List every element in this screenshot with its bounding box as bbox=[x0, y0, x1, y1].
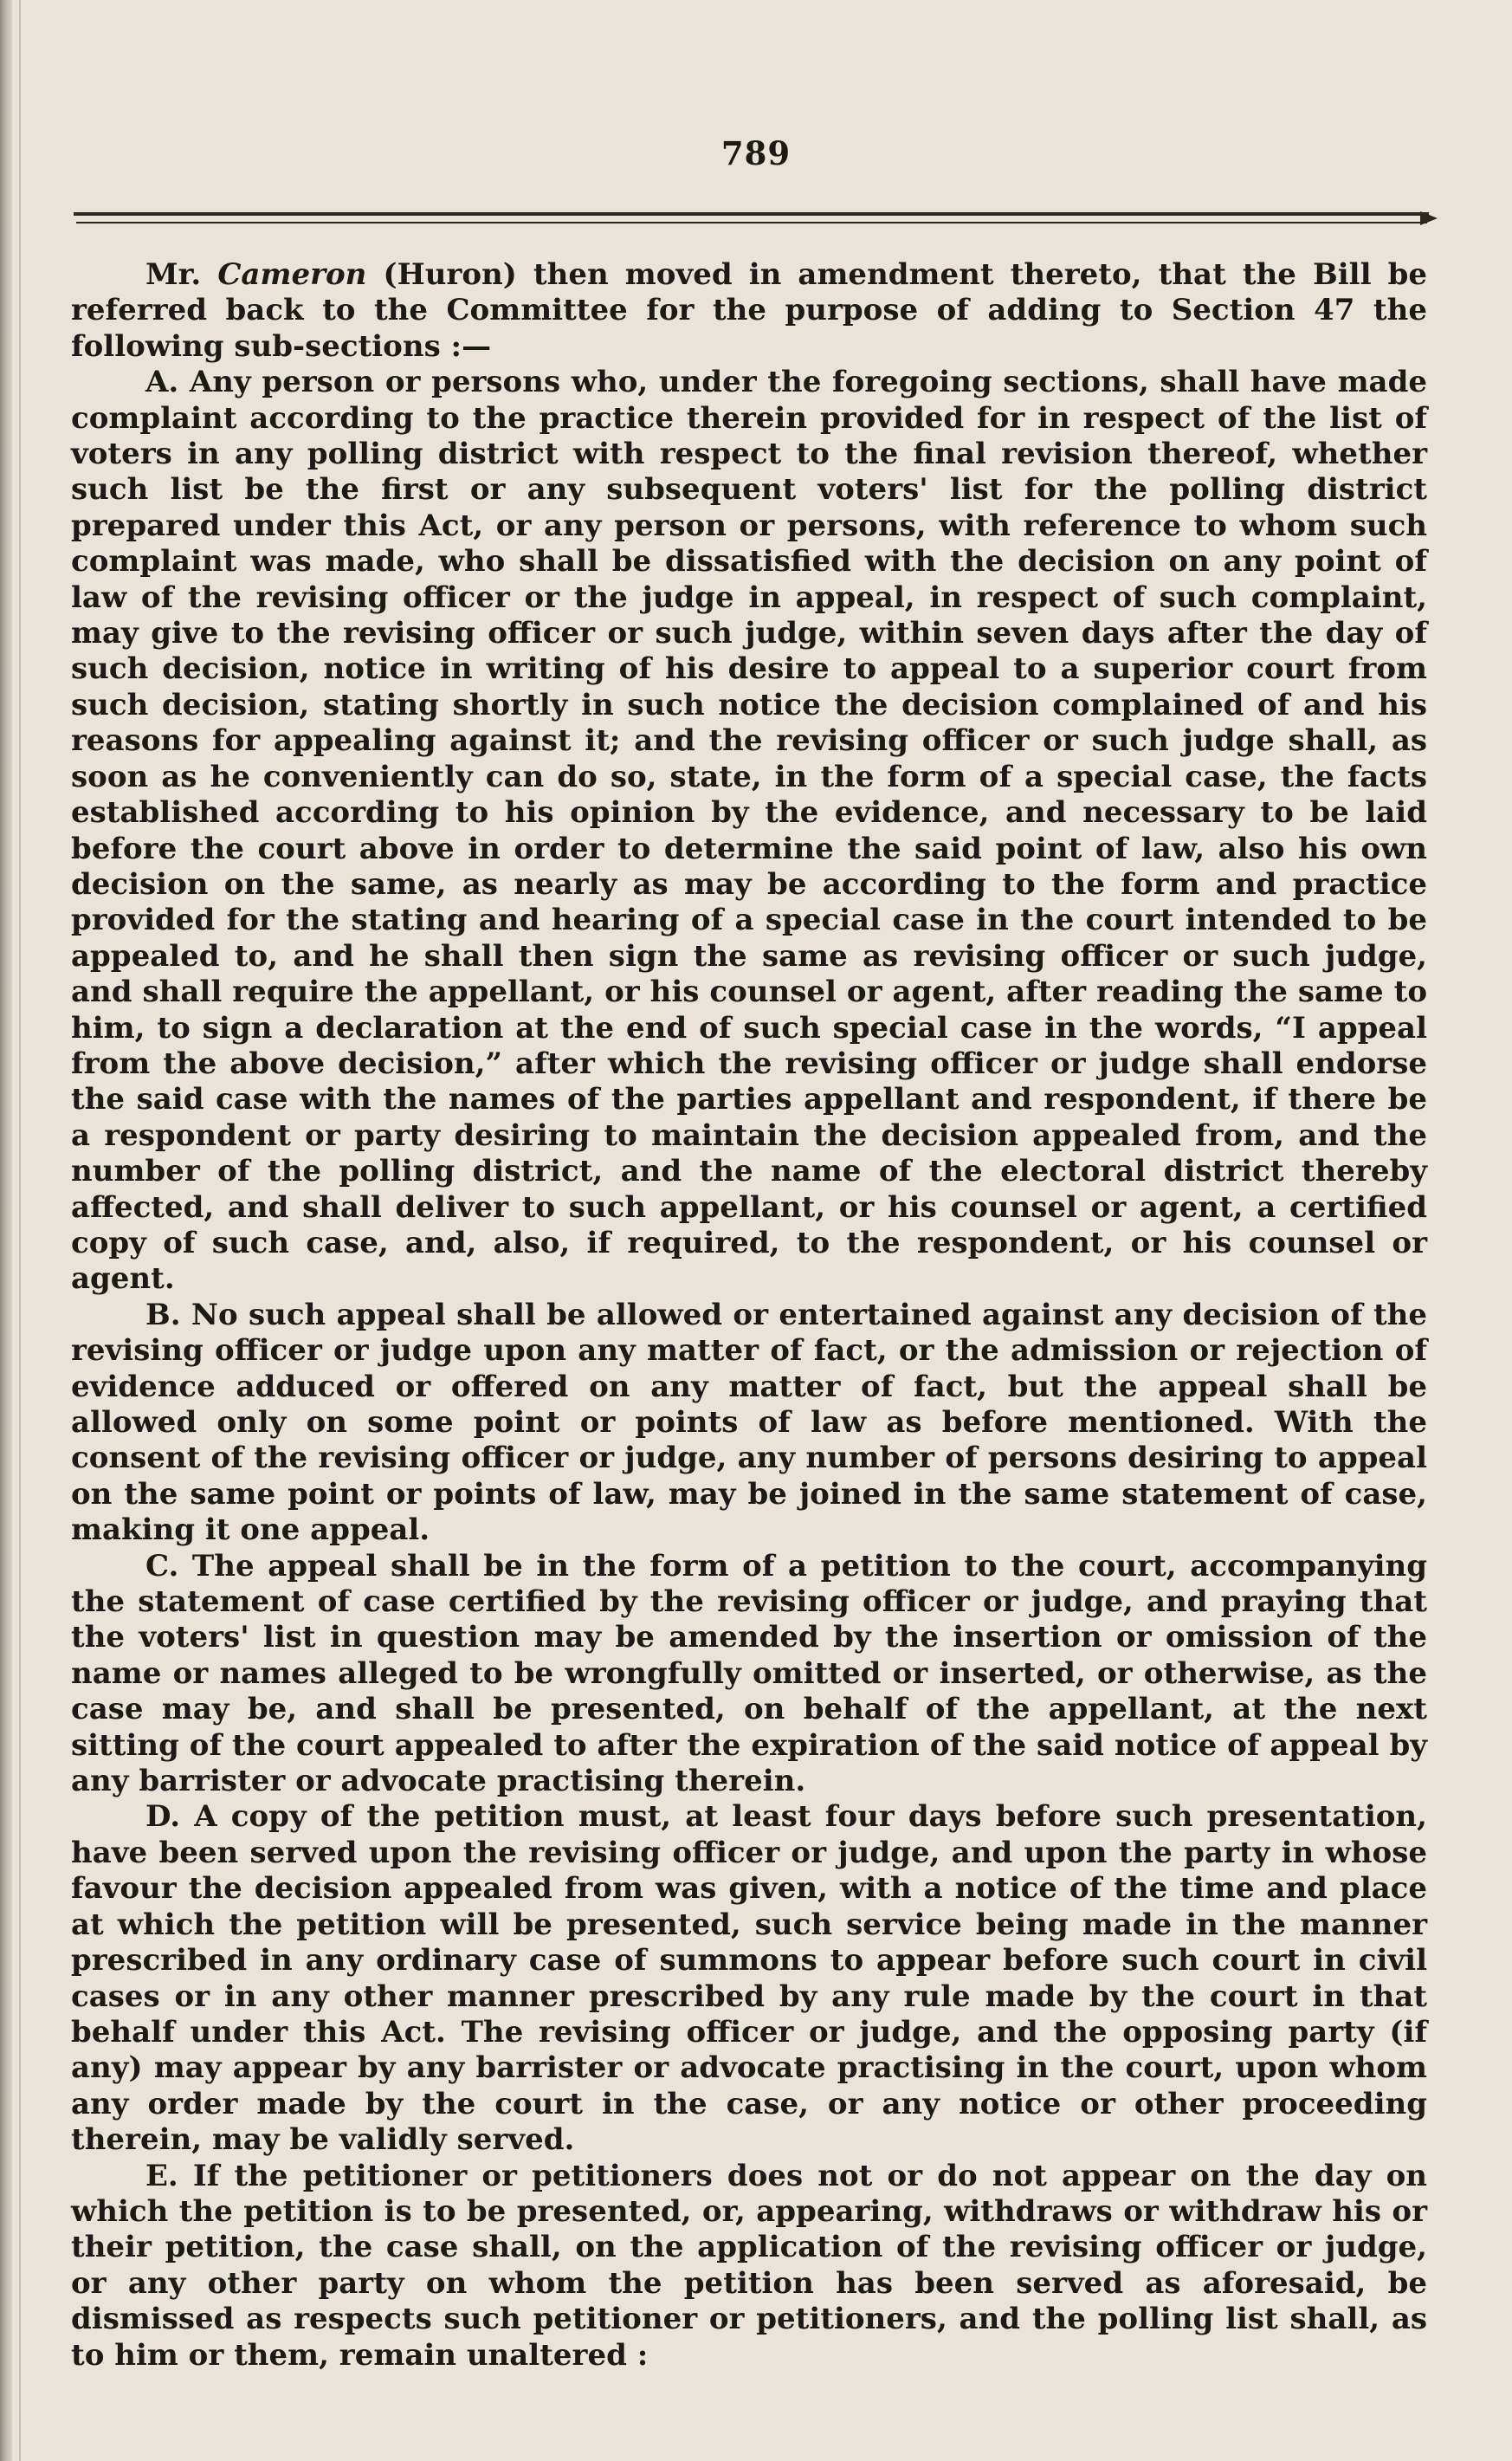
page-binding-edge bbox=[0, 0, 12, 2461]
member-name: Cameron bbox=[217, 257, 367, 292]
header-rule-thick bbox=[74, 212, 1429, 216]
section-e: E. If the petitioner or petitioners does not or do not appear on the day on which the petition is to be presented, or, appearing, withdraws or withdraw his or their petition, the case shall, on the application of the revising officer or judge, or any other party on whom the petition has been served as aforesaid, be dismissed as respects such petitioner or petitioners, and the polling list shall, as to him or them, remain unaltered : bbox=[71, 2158, 1427, 2373]
header-rule-thin bbox=[76, 222, 1427, 223]
section-c: C. The appeal shall be in the form of a petition to the court, accompanying the statement of case certified by the revising officer or judge, and praying that the voters' list in question may be amended by the insertion or omission of the name or names alleged to be wrongfully omitted or inserted, or otherwise, as the case may be, and shall be presented, on behalf of the appellant, at the next sitting of the court appealed to after the expiration of the said notice of appeal by any barrister or advocate practising therein. bbox=[71, 1548, 1427, 1799]
page-margin-line bbox=[19, 0, 21, 2461]
section-b: B. No such appeal shall be allowed or entertained against any decision of the revising officer or judge upon any matter of fact, or the admission or rejection of evidence adduced or offered on any matter of fact, but the appeal shall be allowed only on some point or points of law as before mentioned. With the consent of the revising officer or judge, any number of persons desiring to appeal on the same point or points of law, may be joined in the same statement of case, making it one appeal. bbox=[71, 1297, 1427, 1548]
motion-text: (Huron) then moved in amendment thereto, that the Bill be referred back to the Committee for the purpose of adding to Section 47 the following sub-sections :— bbox=[71, 257, 1428, 364]
header-rule-arrow bbox=[1420, 211, 1438, 225]
section-a: A. Any person or persons who, under the foregoing sections, shall have made complaint according to the practice therein provided for in respect of the list of voters in any polling district with respect to the final revision thereof, whether such list be the first or any subsequent voters' list for the polling district prepared under this Act, or any person or persons, with reference to whom such complaint was made, who shall be dissatisfied with the decision on any point of law of the revising officer or the judge in appeal, in respect of such complaint, may give to the revising officer or such judge, within seven days after the day of such decision, notice in writing of his desire to appeal to a superior court from such decision, stating shortly in such notice the decision complained of and his reasons for appealing against it; and the revising officer or such judge shall, as soon as he conveniently can do so, state, in the form of a special case, the facts established according to his opinion by the evidence, and necessary to be laid before the court above in order to determine the said point of law, also his own decision on the same, as nearly as may be according to the form and practice provided for the stating and hearing of a special case in the court intended to be appealed to, and he shall then sign the same as revising officer or such judge, and shall require the appellant, or his counsel or agent, after reading the same to him, to sign a declaration at the end of such special case in the words, “I appeal from the above decision,” after which the revising officer or judge shall endorse the said case with the names of the parties appellant and respondent, if there be a respondent or party desiring to maintain the decision appealed from, and the number of the polling district, and the name of the electoral district thereby affected, and shall deliver to such appellant, or his counsel or agent, a certified copy of such case, and, also, if required, to the respondent, or his counsel or agent. bbox=[71, 365, 1427, 1297]
motion-prefix: Mr. bbox=[145, 257, 218, 292]
section-d: D. A copy of the petition must, at least four days before such presentation, have been served upon the revising officer or judge, and upon the party in whose favour the decision appealed from was given, with a notice of the time and place at which the petition will be presented, such service being made in the manner prescribed in any ordinary case of summons to appear before such court in civil cases or in any other manner prescribed by any rule made by the court in that behalf under this Act. The revising officer or judge, and the opposing party (if any) may appear by any barrister or advocate practising in the court, upon whom any order made by the court in the case, or any notice or other proceeding therein, may be validly served. bbox=[71, 1799, 1427, 2158]
document-body bbox=[71, 257, 1427, 2374]
motion-paragraph bbox=[71, 257, 1427, 365]
page-number: 789 bbox=[720, 134, 792, 172]
